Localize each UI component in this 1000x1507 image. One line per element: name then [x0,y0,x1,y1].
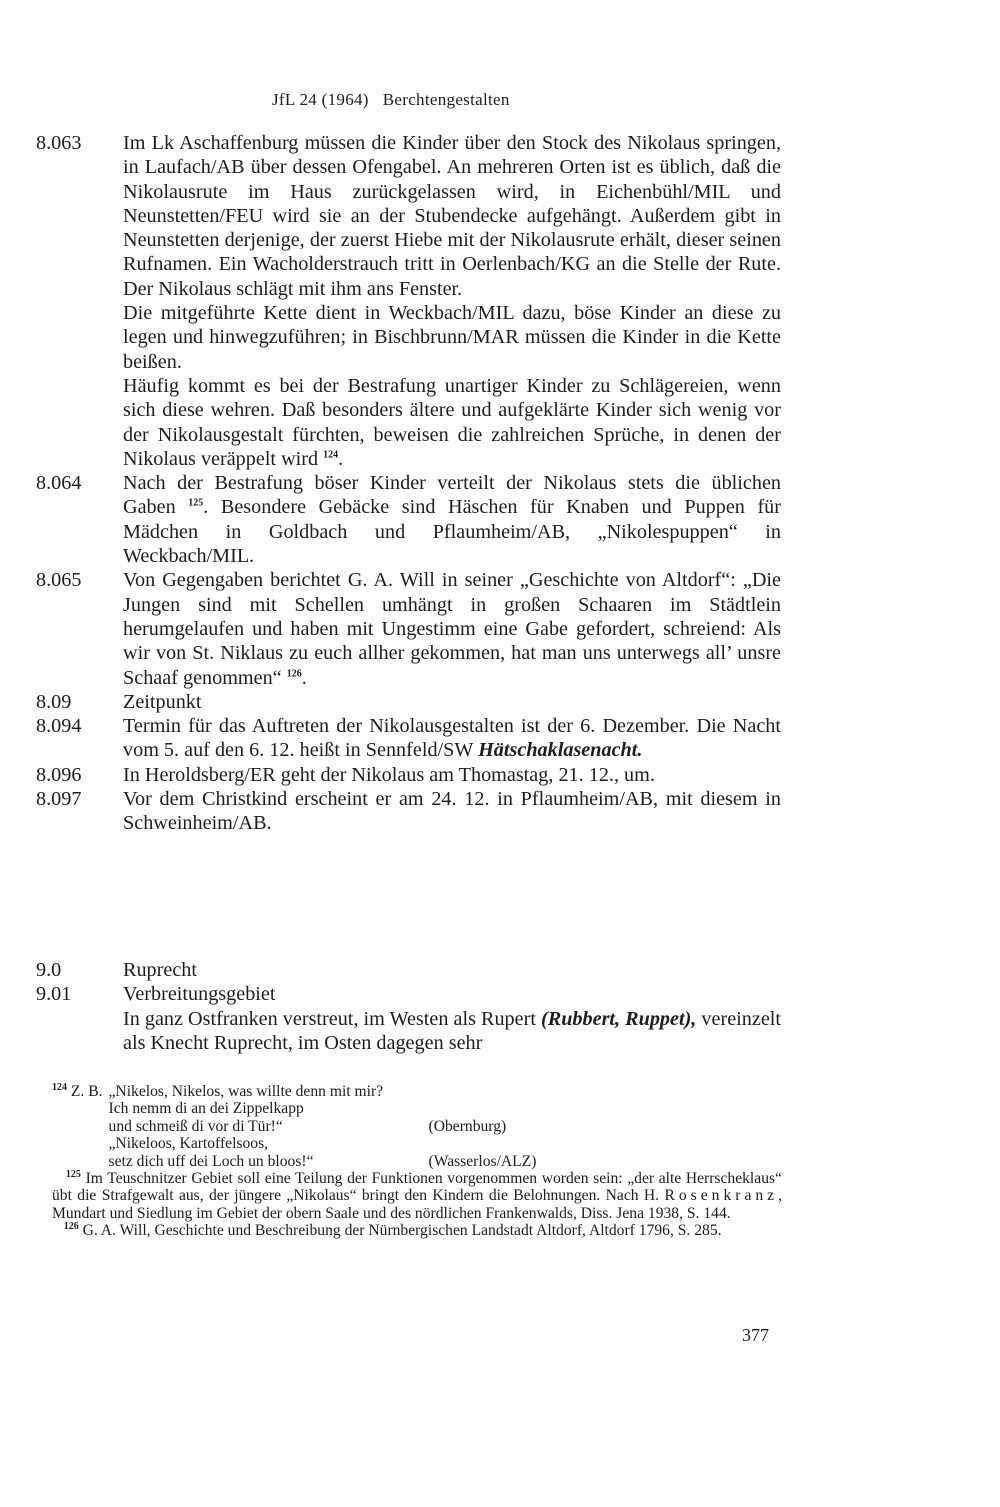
entry-text: Vor dem Christkind erscheint er am 24. 12. in Pflaumheim/AB, mit diesem in Schweinheim/AB. [123,788,781,835]
entry-text [123,131,781,471]
spaced-name: Rosenkranz [664,1187,779,1205]
entry-number: 8.096 [36,763,82,786]
footnote-mark: 126 [63,1221,79,1233]
entry-8-097 [36,787,781,836]
entry-number: 9.01 [36,983,72,1006]
body-section-8 [36,131,781,836]
section-heading: Zeitpunkt [123,690,202,713]
footnote-ref-125[interactable]: 125 [188,497,204,509]
entry-number: 8.063 [36,132,82,154]
entry-8-063 [36,131,781,471]
entry-9-01-text [36,1007,781,1056]
entry-number: 9.0 [36,959,62,981]
entry-number [36,1007,123,1056]
verse [109,1083,782,1170]
entry-8-064 [36,471,781,568]
verse-line: setz dich uff dei Loch un bloos!“ (Wasserlos/ALZ) [108,1152,537,1170]
entry-8-09 [36,690,781,714]
entry-number: 8.064 [36,472,82,495]
verse-line: „Nikeloos, Kartoffelsoos, [108,1135,269,1153]
section-heading: Ruprecht [123,959,197,981]
page-number: 377 [742,1325,769,1345]
footnote-ref-126[interactable]: 126 [286,667,302,679]
verse-line: Ich nemm di an dei Zippelkapp [108,1100,304,1118]
journal-ref: JfL 24 (1964) [272,90,369,109]
entry-9-0 [36,958,781,982]
paragraph: Häufig kommt es bei der Bestrafung unartiger Kinder zu Schlägereien, wenn sich diese wehren. Daß besonders ältere und aufgeklärte Kinder sich wenig vor der Nikolausgestalt fürchten, beweisen die zahlreichen Sprüche, in denen der Nikolaus veräppelt wird $^{124}$. [123,374,781,470]
footnote-126: $^{126}$ G. A. Will, Geschichte und Beschreibung der Nürnbergischen Landstadt Altdorf, Altdorf 1796, S. 285. [63,1221,722,1240]
italic-term: Hätschaklasenacht. [478,739,643,762]
running-head [272,90,510,110]
footnote-mark: 125 [65,1168,81,1180]
entry-text: Termin für das Auftreten der Nikolausgestalten ist der 6. Dezember. Die Nacht vom 5. auf den 6. 12. heißt in Sennfeld/SW Hätschaklasenacht. [123,715,781,762]
entry-8-094 [36,714,781,763]
entry-text: In Heroldsberg/ER geht der Nikolaus am Thomastag, 21. 12., um. [123,763,655,786]
footnote-124: $^{124}$ Z. B. „Nikelos, Nikelos, was willte denn mit mir? Ich nemm di an dei Zippelkapp und schmeiß di vor di Tür!“ (Obernburg) „Nikeloos, Kartoffelsoos, setz dich uff dei Loch un bloos!“ (Wasserlos/ALZ) [52,1083,782,1170]
paragraph: Im Lk Aschaffenburg müssen die Kinder über den Stock des Nikolaus springen, in Laufach/AB über dessen Ofengabel. An mehreren Orten ist es üblich, daß die Nikolausrute im Haus zurückgelassen wird, in Eichenbühl/MIL und Neunstetten/FEU wird sie an der Stubendecke aufgehängt. Außerdem gibt in Neunstetten derjenige, der zuerst Hiebe mit der Nikolausrute erhält, dieser seinen Rufnamen. Ein Wacholderstrauch tritt in Oerlenbach/KG an die Stelle der Rute. Der Nikolaus schlägt mit ihm ans Fenster. [123,132,781,300]
italic-term: (Rubbert, Ruppet), [541,1007,697,1030]
entry-8-065 [36,568,781,689]
entry-text: Nach der Bestrafung böser Kinder verteilt der Nikolaus stets die üblichen Gaben $^{125}$. Besondere Gebäcke sind Häschen für Knaben und Puppen für Mädchen in Goldbach und Pflaumheim/AB, „Nikolespuppen“ in Weckbach/MIL. [123,472,782,568]
footnotes [52,1083,782,1240]
verse-line: „Nikelos, Nikelos, was willte denn mit mir? [108,1083,384,1100]
footnote-125: $^{125}$ Im Teuschnitzer Gebiet soll eine Teilung der Funktionen vorgenommen worden sein: „der alte Herrscheklaus“ übt die Strafgewalt aus, der jüngere „Nikolaus“ bringt den Kindern die Belohnungen. Nach H. Rosenkranz, Mundart und Siedlung im Gebiet der obern Saale und des nördlichen Frankenwalds, Diss. Jena 1938, S. 144. [52,1168,782,1222]
article-title: Berchtengestalten [382,90,510,109]
footnote-ref-124[interactable]: 124 [323,449,339,461]
entry-text: In ganz Ostfranken verstreut, im Westen als Rupert (Rubbert, Ruppet), vereinzelt als Knecht Ruprecht, im Osten dagegen sehr [123,1007,781,1054]
entry-number: 8.09 [36,690,72,713]
footnote-mark: 124 [52,1081,67,1093]
verse-line: und schmeiß di vor di Tür!“ (Obernburg) [108,1117,507,1135]
entry-number: 8.097 [36,788,82,811]
entry-number: 8.065 [36,569,82,592]
section-heading: Verbreitungsgebiet [123,983,276,1006]
entry-text: Von Gegengaben berichtet G. A. Will in seiner „Geschichte von Altdorf“: „Die Jungen sind mit Schellen umhängt in großen Schaaren im Städtlein herumgelaufen und haben mit Ungestimm eine Gabe gefordert, schreiend: Als wir von St. Niklaus zu euch allher gekommen, hat man uns unterwegs all’ unsre Schaaf genommen“ $^{126}$. [123,569,781,689]
entry-9-01 [36,982,781,1006]
entry-number: 8.094 [36,715,82,738]
body-section-9 [36,958,781,1055]
entry-8-096 [36,763,781,787]
paragraph: Die mitgeführte Kette dient in Weckbach/MIL dazu, böse Kinder an diese zu legen und hinwegzuführen; in Bischbrunn/MAR müssen die Kinder in die Kette beißen. [123,302,781,373]
